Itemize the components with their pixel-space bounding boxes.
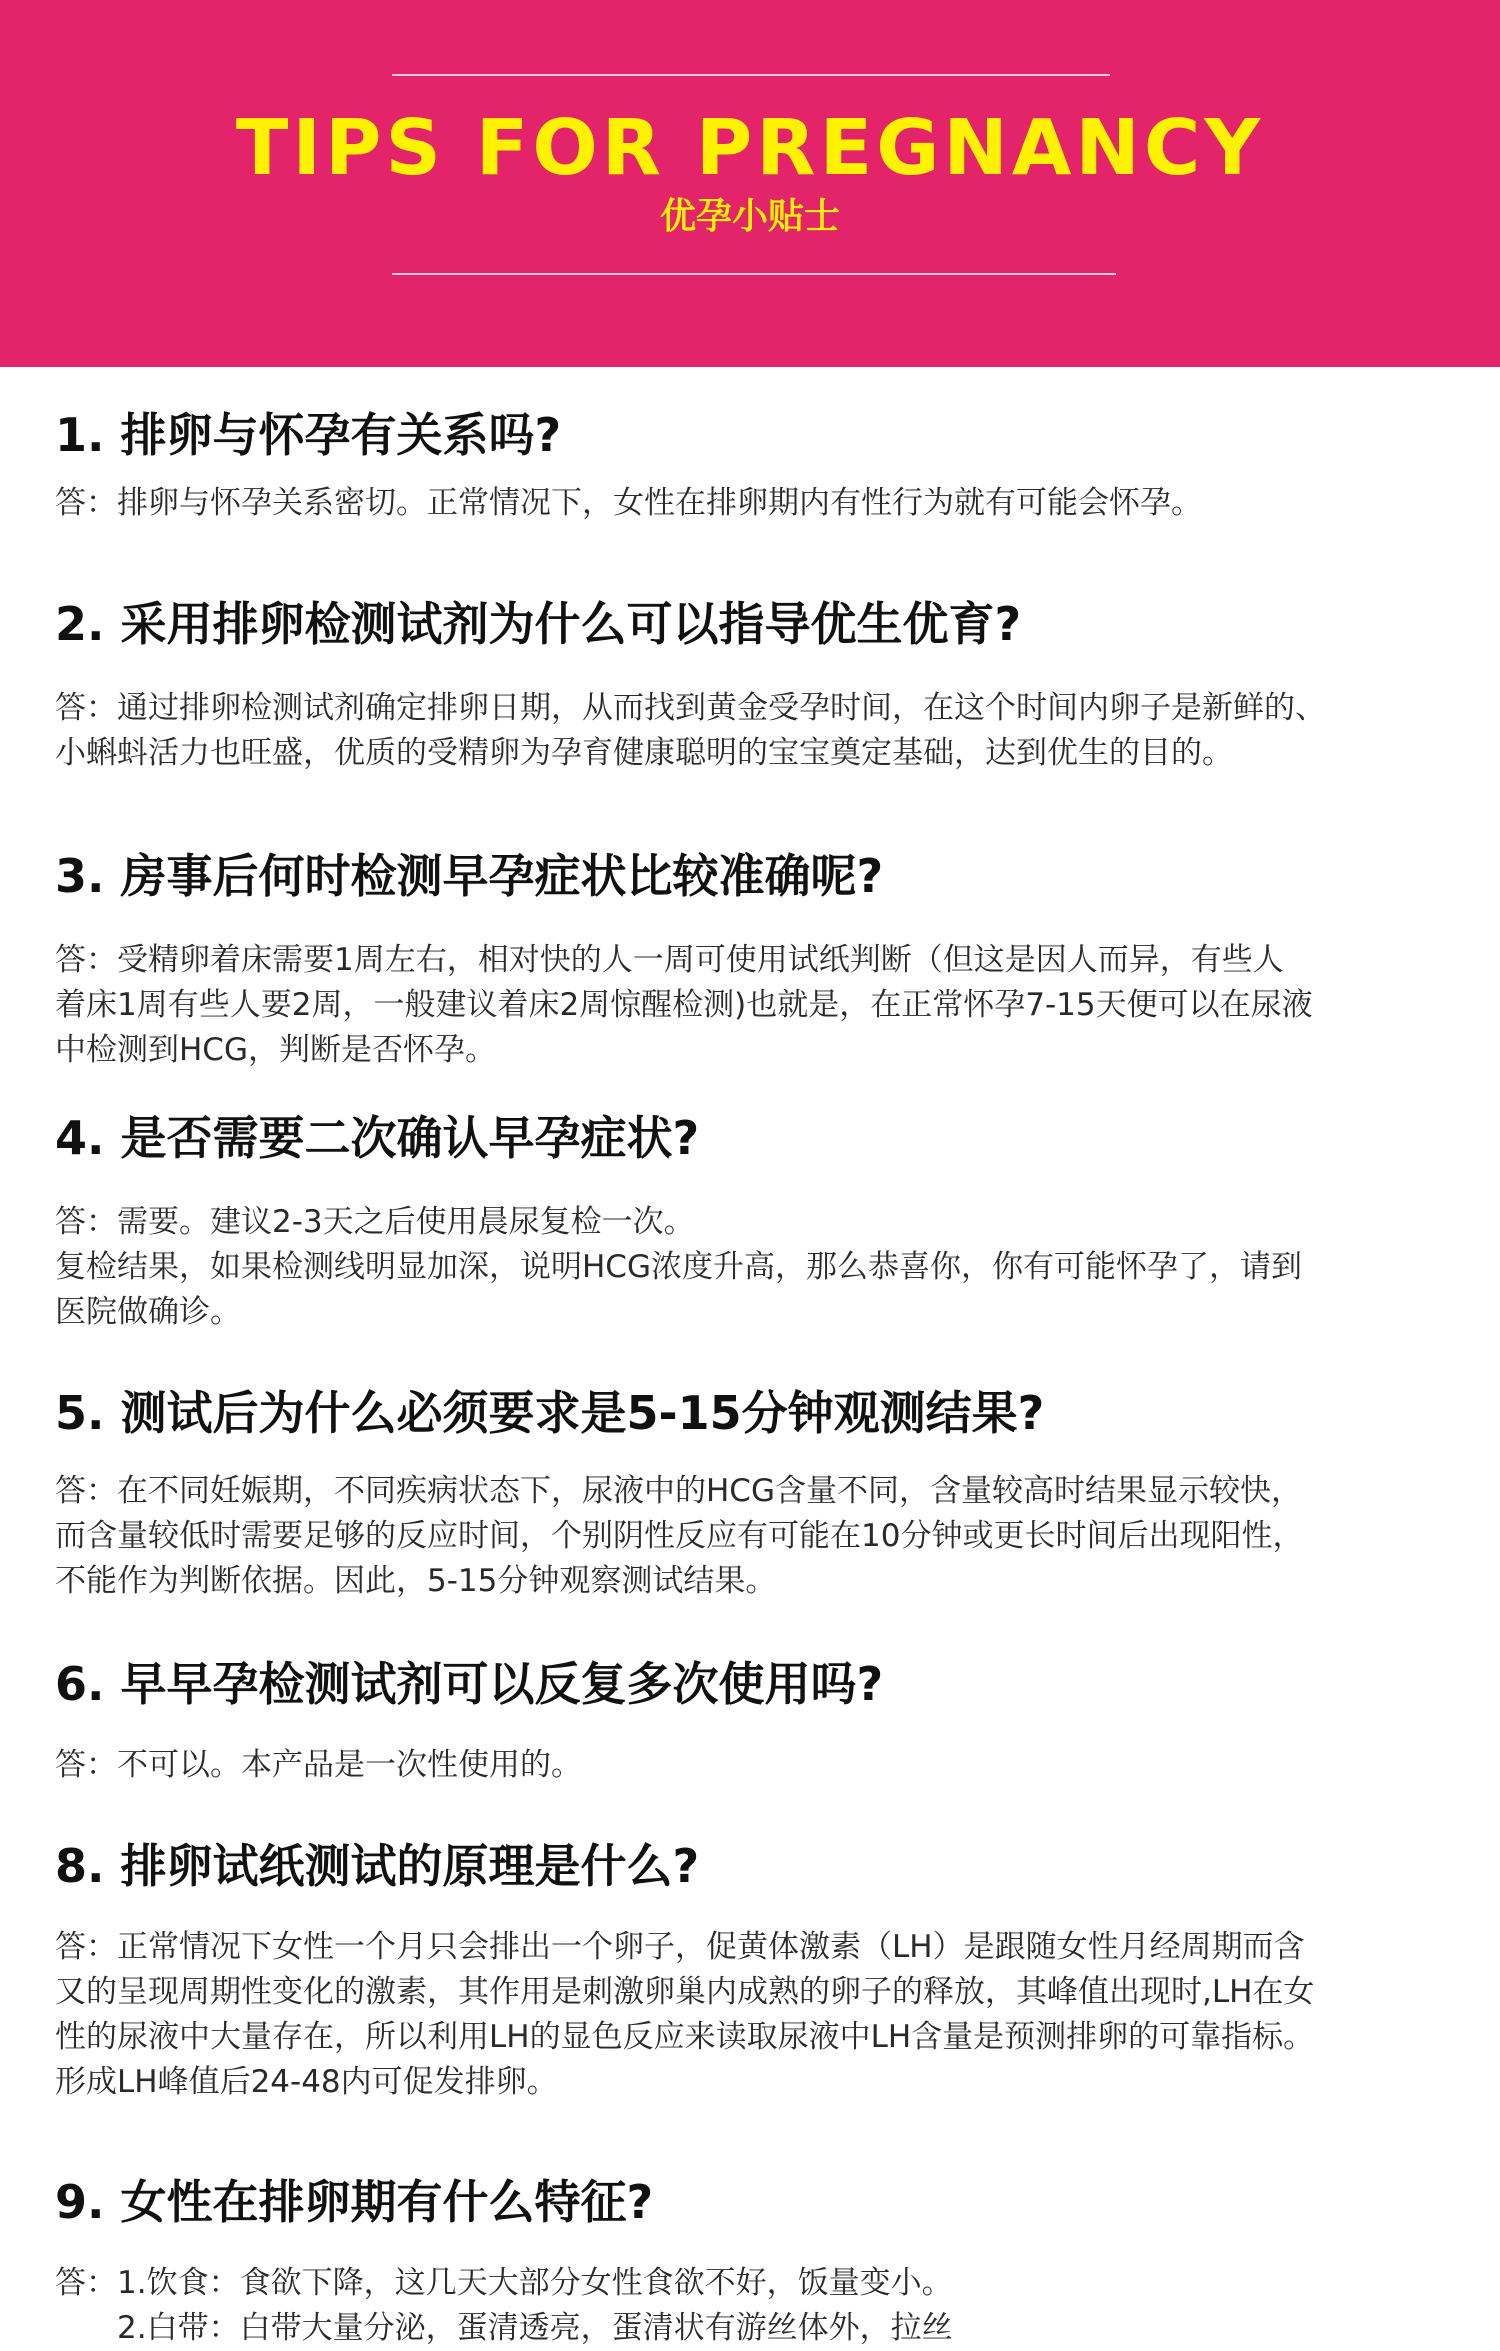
faq-answer-8-line-1: 答：正常情况下女性一个月只会排出一个卵子，促黄体激素（LH）是跟随女性月经周期而含	[55, 1929, 1305, 1965]
faq-question-4: 4. 是否需要二次确认早孕症状?	[55, 1111, 700, 1165]
faq-answer-9	[55, 2261, 1475, 2351]
faq-answer-9-line-2: 2.白带：白带大量分泌，蛋清透亮，蛋清状有游丝体外，拉丝	[55, 2310, 953, 2346]
faq-answer-3-line-2: 着床1周有些人要2周，一般建议着床2周惊醒检测)也就是，在正常怀孕7-15天便可以在尿液	[55, 987, 1313, 1023]
header-banner	[0, 0, 1500, 367]
faq-question-3: 3. 房事后何时检测早孕症状比较准确呢?	[55, 849, 884, 903]
header-divider-top	[392, 74, 1110, 76]
faq-answer-2-line-1: 答：通过排卵检测试剂确定排卵日期，从而找到黄金受孕时间，在这个时间内卵子是新鲜的、	[55, 690, 1326, 726]
page-title: TIPS FOR PREGNANCY	[235, 104, 1265, 193]
faq-answer-6-line-1: 答：不可以。本产品是一次性使用的。	[55, 1747, 582, 1783]
faq-answer-2	[55, 686, 1475, 776]
faq-answer-5-line-1: 答：在不同妊娠期，不同疾病状态下，尿液中的HCG含量不同，含量较高时结果显示较快，	[55, 1473, 1302, 1509]
page-subtitle: 优孕小贴士	[659, 196, 840, 237]
faq-answer-8-line-2: 又的呈现周期性变化的激素，其作用是刺激卵巢内成熟的卵子的释放，其峰值出现时,LH在女	[55, 1974, 1315, 2010]
faq-answer-4-line-2: 复检结果，如果检测线明显加深，说明HCG浓度升高，那么恭喜你，你有可能怀孕了，请到	[55, 1249, 1302, 1285]
faq-question-9: 9. 女性在排卵期有什么特征?	[55, 2175, 654, 2229]
faq-answer-6	[55, 1743, 1475, 1788]
faq-answer-4-line-3: 医院做确诊。	[55, 1294, 241, 1330]
faq-answer-8	[55, 1925, 1475, 2105]
faq-answer-3-line-1: 答：受精卵着床需要1周左右，相对快的人一周可使用试纸判断（但这是因人而异，有些人	[55, 942, 1284, 978]
faq-question-1: 1. 排卵与怀孕有关系吗?	[55, 408, 562, 462]
faq-answer-8-line-4: 形成LH峰值后24-48内可促发排卵。	[55, 2064, 558, 2100]
faq-answer-1-line-1: 答：排卵与怀孕关系密切。正常情况下，女性在排卵期内有性行为就有可能会怀孕。	[55, 485, 1202, 521]
faq-question-6: 6. 早早孕检测试剂可以反复多次使用吗?	[55, 1657, 884, 1711]
faq-answer-3	[55, 938, 1475, 1073]
faq-question-2: 2. 采用排卵检测试剂为什么可以指导优生优育?	[55, 597, 1022, 651]
faq-answer-2-line-2: 小蝌蚪活力也旺盛，优质的受精卵为孕育健康聪明的宝宝奠定基础，达到优生的目的。	[55, 735, 1233, 771]
faq-answer-9-line-1: 答：1.饮食：食欲下降，这几天大部分女性食欲不好，饭量变小。	[55, 2265, 953, 2301]
faq-answer-3-line-3: 中检测到HCG，判断是否怀孕。	[55, 1032, 496, 1068]
faq-answer-5-line-2: 而含量较低时需要足够的反应时间，个别阴性反应有可能在10分钟或更长时间后出现阳性，	[55, 1518, 1304, 1554]
faq-question-5: 5. 测试后为什么必须要求是5-15分钟观测结果?	[55, 1386, 1045, 1440]
faq-answer-4	[55, 1200, 1475, 1335]
faq-answer-1	[55, 481, 1475, 526]
header-divider-bottom	[392, 273, 1116, 275]
faq-answer-5-line-3: 不能作为判断依据。因此，5-15分钟观察测试结果。	[55, 1563, 777, 1599]
faq-answer-8-line-3: 性的尿液中大量存在，所以利用LH的显色反应来读取尿液中LH含量是预测排卵的可靠指标。	[55, 2019, 1315, 2055]
faq-answer-4-line-1: 答：需要。建议2-3天之后使用晨尿复检一次。	[55, 1204, 695, 1240]
faq-answer-5	[55, 1469, 1475, 1604]
faq-question-8: 8. 排卵试纸测试的原理是什么?	[55, 1839, 700, 1893]
